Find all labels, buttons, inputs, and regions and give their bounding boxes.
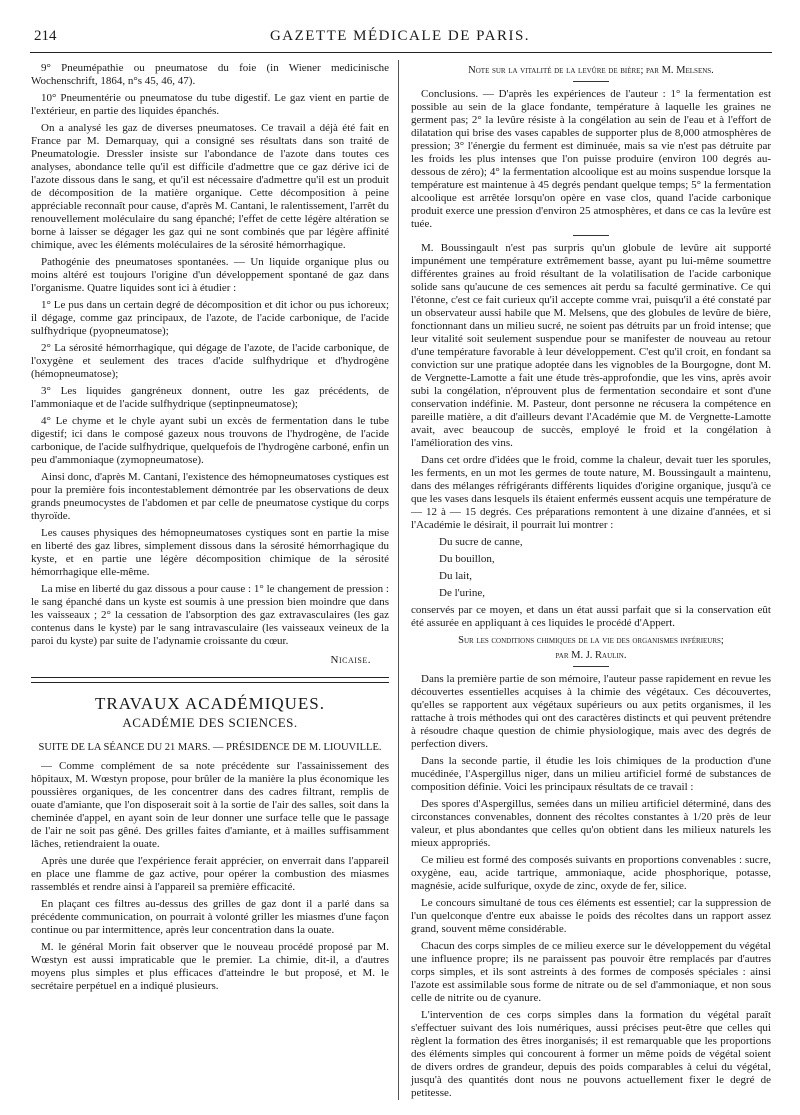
page-header bbox=[30, 28, 770, 50]
paragraph: Conclusions. — D'après les expériences de l'auteur : 1° la fermentation est possible au sein de la glace fondante, température à laquelle les graines ne germent pas; 2° la levûre résiste à la congélation au sein de l'eau et à l'effort de dilatation qui brise des vases capables de supporter plus de 8,000 atmosphères de pression; 3° l'énergie du ferment est diminuée, mais sa vie n'est pas détruite par les froids les plus intenses que l'on puisse produire (environ 100 degrés au-dessous de zéro); 4° la fermentation alcoolique est au moins suspendue lorsque la température est maintenue à 45 degrés pendant quelque temps; 5° la fermentation alcoolique est arrêtée lorsqu'on opère en vase clos, quand l'acide carbonique produit exerce une pression d'environ 25 atmosphères, et dans ce cas la levûre est tuée. bbox=[411, 88, 771, 230]
paragraph: Dans cet ordre d'idées que le froid, comme la chaleur, devait tuer les sporules, les ferments, en un mot les germes de toute nature, M. Boussingault a maintenu, dans des mélanges réfrigérants différents liquides d'origine organique, jusqu'à ce que les vases dans lesquels ils étaient enfermés eussent acquis une température de — 12 à — 15 degrés. Ces préparations remontent à une dizaine d'années, et si l'Académie le désirait, il pourrait lui montrer : bbox=[411, 454, 771, 531]
list-item: Du sucre de canne, bbox=[439, 536, 523, 548]
session-line: SUITE DE LA SÉANCE DU 21 MARS. — PRÉSIDENCE DE M. LIOUVILLE. bbox=[38, 742, 382, 753]
paragraph: 1° Le pus dans un certain degré de décomposition et dit ichor ou pus ichoreux; il dégage, comme gaz principaux, de l'azote, de l'acide carbonique, de l'acide sulfhydrique (pyopneumatose); bbox=[31, 299, 389, 337]
paragraph: 9° Pneumépathie ou pneumatose du foie (in Wiener medicinische Wochenschrift, 1864, n°s 45, 46, 47). bbox=[31, 62, 389, 87]
heading-rule bbox=[573, 81, 609, 82]
paragraph: Les causes physiques des hémopneumatoses cystiques sont en partie la mise en liberté des gaz libres, simplement dissous dans la sérosité hémorrhagique du kyste, et en partie une légère décomposition chimique de la sérosité hémorrhagique elle-même. bbox=[31, 527, 389, 578]
section-title: TRAVAUX ACADÉMIQUES. bbox=[94, 694, 325, 713]
paragraph: Après une durée que l'expérience ferait apprécier, on enverrait dans l'appareil en place une flamme de gaz active, pour opérer la combustion des miasmes rassemblés et rendre ainsi à l'appareil sa première efficacité. bbox=[31, 855, 389, 893]
paragraph: M. Boussingault n'est pas surpris qu'un globule de levûre ait supporté impunément une température extrêmement basse, ayant pu lui-même soumettre différentes graines au froid résultant de la volatilisation de l'acide carbonique solide sans qu'aucune de ces semences ait perdu sa faculté germinative. Ce qui l'étonne, c'est ce fait curieux qu'il accepte comme vrai, puisqu'il a été constaté par un observateur aussi habile que M. Melsens, que des globules de levûre de bière, fonctionnant dans un milieu sucré, ne soient pas détruits par un froid intense; que leur vitalité soit seulement suspendue pour se manifester de nouveau au retour d'une température favorable à leur développement. C'est qu'il croit, en fondant sa conviction sur une pratique adoptée dans les vignobles de la Bourgogne, dont M. de Vergnette-Lamotte a fait une étude très-approfondie, que les vins, après avoir subi la congélation, n'éprouvent plus de fermentation secondaire et sont d'une conservation indéfinie. M. Pasteur, dont personne ne récusera la compétence en pareille matière, a dit d'ailleurs devant l'Académie que M. de Vergnette-Lamotte avait, avec beaucoup de succès, employé le froid et la congélation à l'amélioration des vins. bbox=[411, 242, 771, 449]
paragraph: M. le général Morin fait observer que le nouveau procédé proposé par M. Wœstyn est aussi impraticable que le premier. La chimie, dit-il, a d'autres moyens plus simples et plus efficaces d'atteindre le but proposé, et M. le secrétaire perpétuel en a indiqué plusieurs. bbox=[31, 941, 389, 992]
paragraph: 3° Les liquides gangréneux donnent, outre les gaz précédents, de l'ammoniaque et de l'acide sulfhydrique (septinpneumatose); bbox=[31, 385, 389, 410]
divider bbox=[573, 235, 609, 236]
paragraph: On a analysé les gaz de diverses pneumatoses. Ce travail a déjà été fait en France par M. Demarquay, qui a consigné ses résultats dans son traité de Pneumatologie. Dressler insiste sur l'abondance de l'azote dans toutes ces analyses, abondance telle qu'il est difficile d'admettre que ce gaz dérive ici de l'azote dissous dans le sang, et qu'il est nécessaire d'admettre qu'il est un produit de décomposition de la matière organique. Cette décomposition à peine appréciable reconnaît pour cause, d'après M. Cantani, le ralentissement, l'arrêt du renouvellement moléculaire du sang épanché; l'effet de cette légère altération se borne à laisser se dégager les gaz qui ne sont combinés que par légère affinité chimique, avec les éléments moléculaires de la sérosité hémorrhagique. bbox=[31, 122, 389, 251]
paragraph: 4° Le chyme et le chyle ayant subi un excès de fermentation dans le tube digestif; ici dans le composé gazeux nous trouvons de l'hydrogène, de l'acide carbonique, de l'acide sulfhydrique, quelquefois de l'hydrogène carboné, enfin un peu d'ammoniaque (zymopneumatose). bbox=[31, 415, 389, 466]
journal-title: GAZETTE MÉDICALE DE PARIS. bbox=[269, 28, 531, 44]
right-column bbox=[411, 62, 771, 1104]
paragraph: conservés par ce moyen, et dans un état aussi parfait que si la conservation eût été assurée en appliquant à ces liquides le procédé d'Appert. bbox=[411, 604, 771, 629]
section-double-rule bbox=[31, 677, 389, 683]
page-number: 214 bbox=[34, 28, 57, 44]
subsection-title: ACADÉMIE DES SCIENCES. bbox=[122, 715, 298, 730]
paragraph: Des spores d'Aspergillus, semées dans un milieu artificiel déterminé, dans des circonstances convenables, donnent des récoltes constantes à 1/20 près de leur valeur, et plus abondantes que celles qu'on obtient dans les milieux naturels les mieux appropriés. bbox=[411, 798, 771, 849]
paragraph: 10° Pneumentérie ou pneumatose du tube digestif. Le gaz vient en partie de l'extérieur, en partie des liquides épanchés. bbox=[31, 92, 389, 117]
list-item: Du bouillon, bbox=[439, 553, 495, 565]
paragraph: Pathogénie des pneumatoses spontanées. — Un liquide organique plus ou moins altéré est toujours l'origine d'un développement spontané de gaz dans l'organisme. Quatre liquides sont ici à étudier : bbox=[31, 256, 389, 294]
paragraph: Ce milieu est formé des composés suivants en proportions convenables : sucre, oxygène, eau, acide tartrique, ammoniaque, acide phosphorique, potasse, magnésie, acide sulfurique, oxyde de zinc, oxyde de fer, silice. bbox=[411, 854, 771, 892]
list-item: Du lait, bbox=[439, 570, 472, 582]
column-separator bbox=[398, 60, 399, 1100]
paragraph: L'intervention de ces corps simples dans la formation du végétal paraît s'effectuer suivant des lois numériques, aussi précises peut-être que celles qui règlent la formation des êtres inorganisés; il est remarquable que les proportions des éléments simples qui concourent à former un même poids de végétal soient de divers ordres de grandeur, depuis des poids comparables à celui du végétal, jusqu'à des quantités dont nous ne pouvons actuellement fixer le degré de petitesse. bbox=[411, 1009, 771, 1099]
paragraph: En plaçant ces filtres au-dessus des grilles de gaz dont il a parlé dans sa précédente communication, on pourrait à volonté griller les miasmes d'une façon continue ou par intermittence, après leur concentration dans la ouate. bbox=[31, 898, 389, 936]
article-author: par M. J. Raulin. bbox=[555, 650, 627, 661]
paragraph: Dans la seconde partie, il étudie les lois chimiques de la production d'une mucédinée, l'Aspergillus niger, dans un milieu artificiel formé de substances de composition définie. Voici les principaux résultats de ce travail : bbox=[411, 755, 771, 793]
left-column bbox=[31, 62, 389, 997]
paragraph: Dans la première partie de son mémoire, l'auteur passe rapidement en revue les découvertes essentielles acquises à la chimie des végétaux. Ces découvertes, qu'elles se rapportent aux végétaux supérieurs ou aux petits organismes, il les rattache à trois méthodes qui ont des caractères distincts et qui peuvent prétendre à résoudre chaque question de chimie physiologique, mais avec des degrés de perfection divers. bbox=[411, 673, 771, 750]
paragraph: — Comme complément de sa note précédente sur l'assainissement des hôpitaux, M. Wœstyn propose, pour brûler de la manière la plus économique les poussières organiques, de les concentrer dans des cadres filtrant, remplis de ouate d'amiante, que l'on disposerait soit à la sortie de l'air des salles, soit dans la cheminée d'appel, en ayant soin de leur donner une surface telle que le passage de l'air ne soit pas gêné. Des grilles faites d'amiante, et à mailles suffisamment lâches, retiendraient la ouate. bbox=[31, 760, 389, 850]
paragraph: 2° La sérosité hémorrhagique, qui dégage de l'azote, de l'acide carbonique, de l'oxygène et seulement des traces d'acide sulfhydrique et d'hydrogène (hémopneumatose); bbox=[31, 342, 389, 380]
header-rule bbox=[30, 52, 772, 53]
list-item: De l'urine, bbox=[439, 587, 485, 599]
author-signature: Nicaise. bbox=[330, 654, 371, 666]
article-heading: Note sur la vitalité de la levûre de bière; par M. Melsens. bbox=[468, 65, 714, 76]
article-heading: Sur les conditions chimiques de la vie des organismes inférieurs; bbox=[458, 635, 724, 646]
paragraph: Chacun des corps simples de ce milieu exerce sur le développement du végétal une influence propre; ils ne paraissent pas pouvoir être remplacés par d'autres corps simples, et ils sont astreints à des formes de composés spéciales : ainsi l'azote est assimilable sous forme de nitrate ou de sel d'ammoniaque, et non sous celle de nitrite ou de cyanure. bbox=[411, 940, 771, 1004]
paragraph: Le concours simultané de tous ces éléments est essentiel; car la suppression de l'un quelconque d'entre eux abaisse le poids des récoltes dans un rapport assez grand, souvent même considérable. bbox=[411, 897, 771, 935]
heading-rule bbox=[573, 666, 609, 667]
paragraph: La mise en liberté du gaz dissous a pour cause : 1° le changement de pression : le sang épanché dans un kyste est soumis à une pression bien moindre que dans les vaisseaux ; 2° la cessation de l'absorption des gaz extravasculaires (les gaz contenus dans le kyste) par le sang intravasculaire (les vaisseaux veineux de la paroi du kyste) par suite de l'adynamie croissante du cœur. bbox=[31, 583, 389, 647]
paragraph: Ainsi donc, d'après M. Cantani, l'existence des hémopneumatoses cystiques est pour la première fois incontestablement démontrée par les observations de deux grands pneumocystes de l'abdomen et par celle de pneumatose cystique du corps thyroïde. bbox=[31, 471, 389, 522]
